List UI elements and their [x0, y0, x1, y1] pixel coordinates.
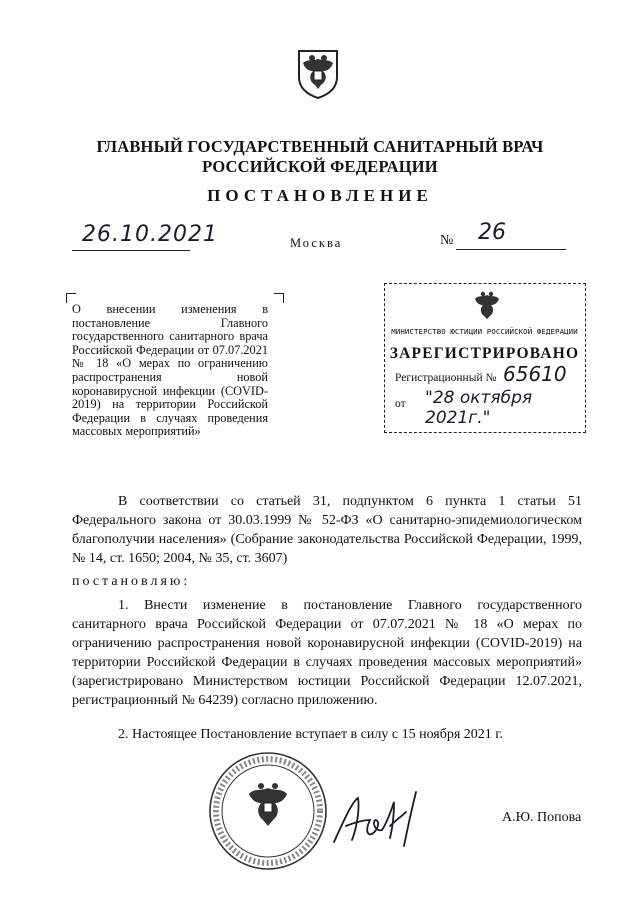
date-underline: [72, 250, 190, 251]
authority-line-1: ГЛАВНЫЙ ГОСУДАРСТВЕННЫЙ САНИТАРНЫЙ ВРАЧ: [96, 137, 544, 156]
stamp-from-label: от: [395, 398, 406, 410]
stamp-eagle-icon: [472, 289, 502, 321]
resolve-word: постановляю:: [72, 574, 191, 589]
registration-stamp: [384, 283, 586, 433]
subject-bracket-right: [274, 293, 284, 303]
document-subject: О внесении изменения в постановление Главного государственного санитарного врача Российской Федерации от 07.07.2021 № 18 «О мерах по ограничению распространения новой коронавирусной инфекции (COVID-2019) на территории Российской Федерации в случаях проведения массовых мероприятий»: [72, 302, 268, 439]
stamp-from-date: "28 октября 2021г.": [425, 388, 533, 428]
preamble-paragraph: В соответствии со статьей 31, подпунктом 6 пункта 1 статьи 51 Федерального закона от 30.03.1999 № 52-ФЗ «О санитарно-эпидемиологическом благополучии населения» (Собрание законодательства Российской Федерации, 1999, № 14, ст. 1650; 2004, № 35, ст. 3607): [72, 494, 582, 566]
stamp-registered: ЗАРЕГИСТРИРОВАНО: [389, 345, 580, 362]
document-number: 26: [478, 220, 506, 245]
document-date: 26.10.2021: [82, 222, 218, 247]
stamp-ministry: МИНИСТЕРСТВО ЮСТИЦИИ РОССИЙСКОЙ ФЕДЕРАЦИИ: [391, 327, 578, 336]
document-type-title: ПОСТАНОВЛЕНИЕ: [207, 186, 433, 205]
stamp-reg-number: 65610: [503, 362, 567, 386]
item-1-paragraph: 1. Внести изменение в постановление Главного государственного санитарного врача Российской Федерации от 07.07.2021 № 18 «О мерах по ограничению распространения новой коронавирусной инфекции (COVID-2019) на территории Российской Федерации в случаях проведения массовых мероприятий» (зарегистрировано Министерством юстиции Российской Федерации 12.07.2021, регистрационный № 64239) согласно приложению.: [72, 598, 582, 708]
issuing-authority: [0, 137, 640, 177]
signer-name: А.Ю. Попова: [502, 810, 582, 825]
authority-line-2: РОССИЙСКОЙ ФЕДЕРАЦИИ: [202, 157, 438, 176]
item-2-paragraph: 2. Настоящее Постановление вступает в силу с 15 ноября 2021 г.: [118, 727, 503, 742]
number-label: №: [440, 233, 454, 248]
official-seal-stamp: [207, 750, 329, 872]
handwritten-signature: [330, 790, 440, 850]
document-city: Москва: [290, 236, 343, 250]
coat-of-arms-emblem: [293, 47, 343, 99]
number-underline: [456, 249, 566, 250]
stamp-reg-label: Регистрационный №: [395, 372, 497, 384]
